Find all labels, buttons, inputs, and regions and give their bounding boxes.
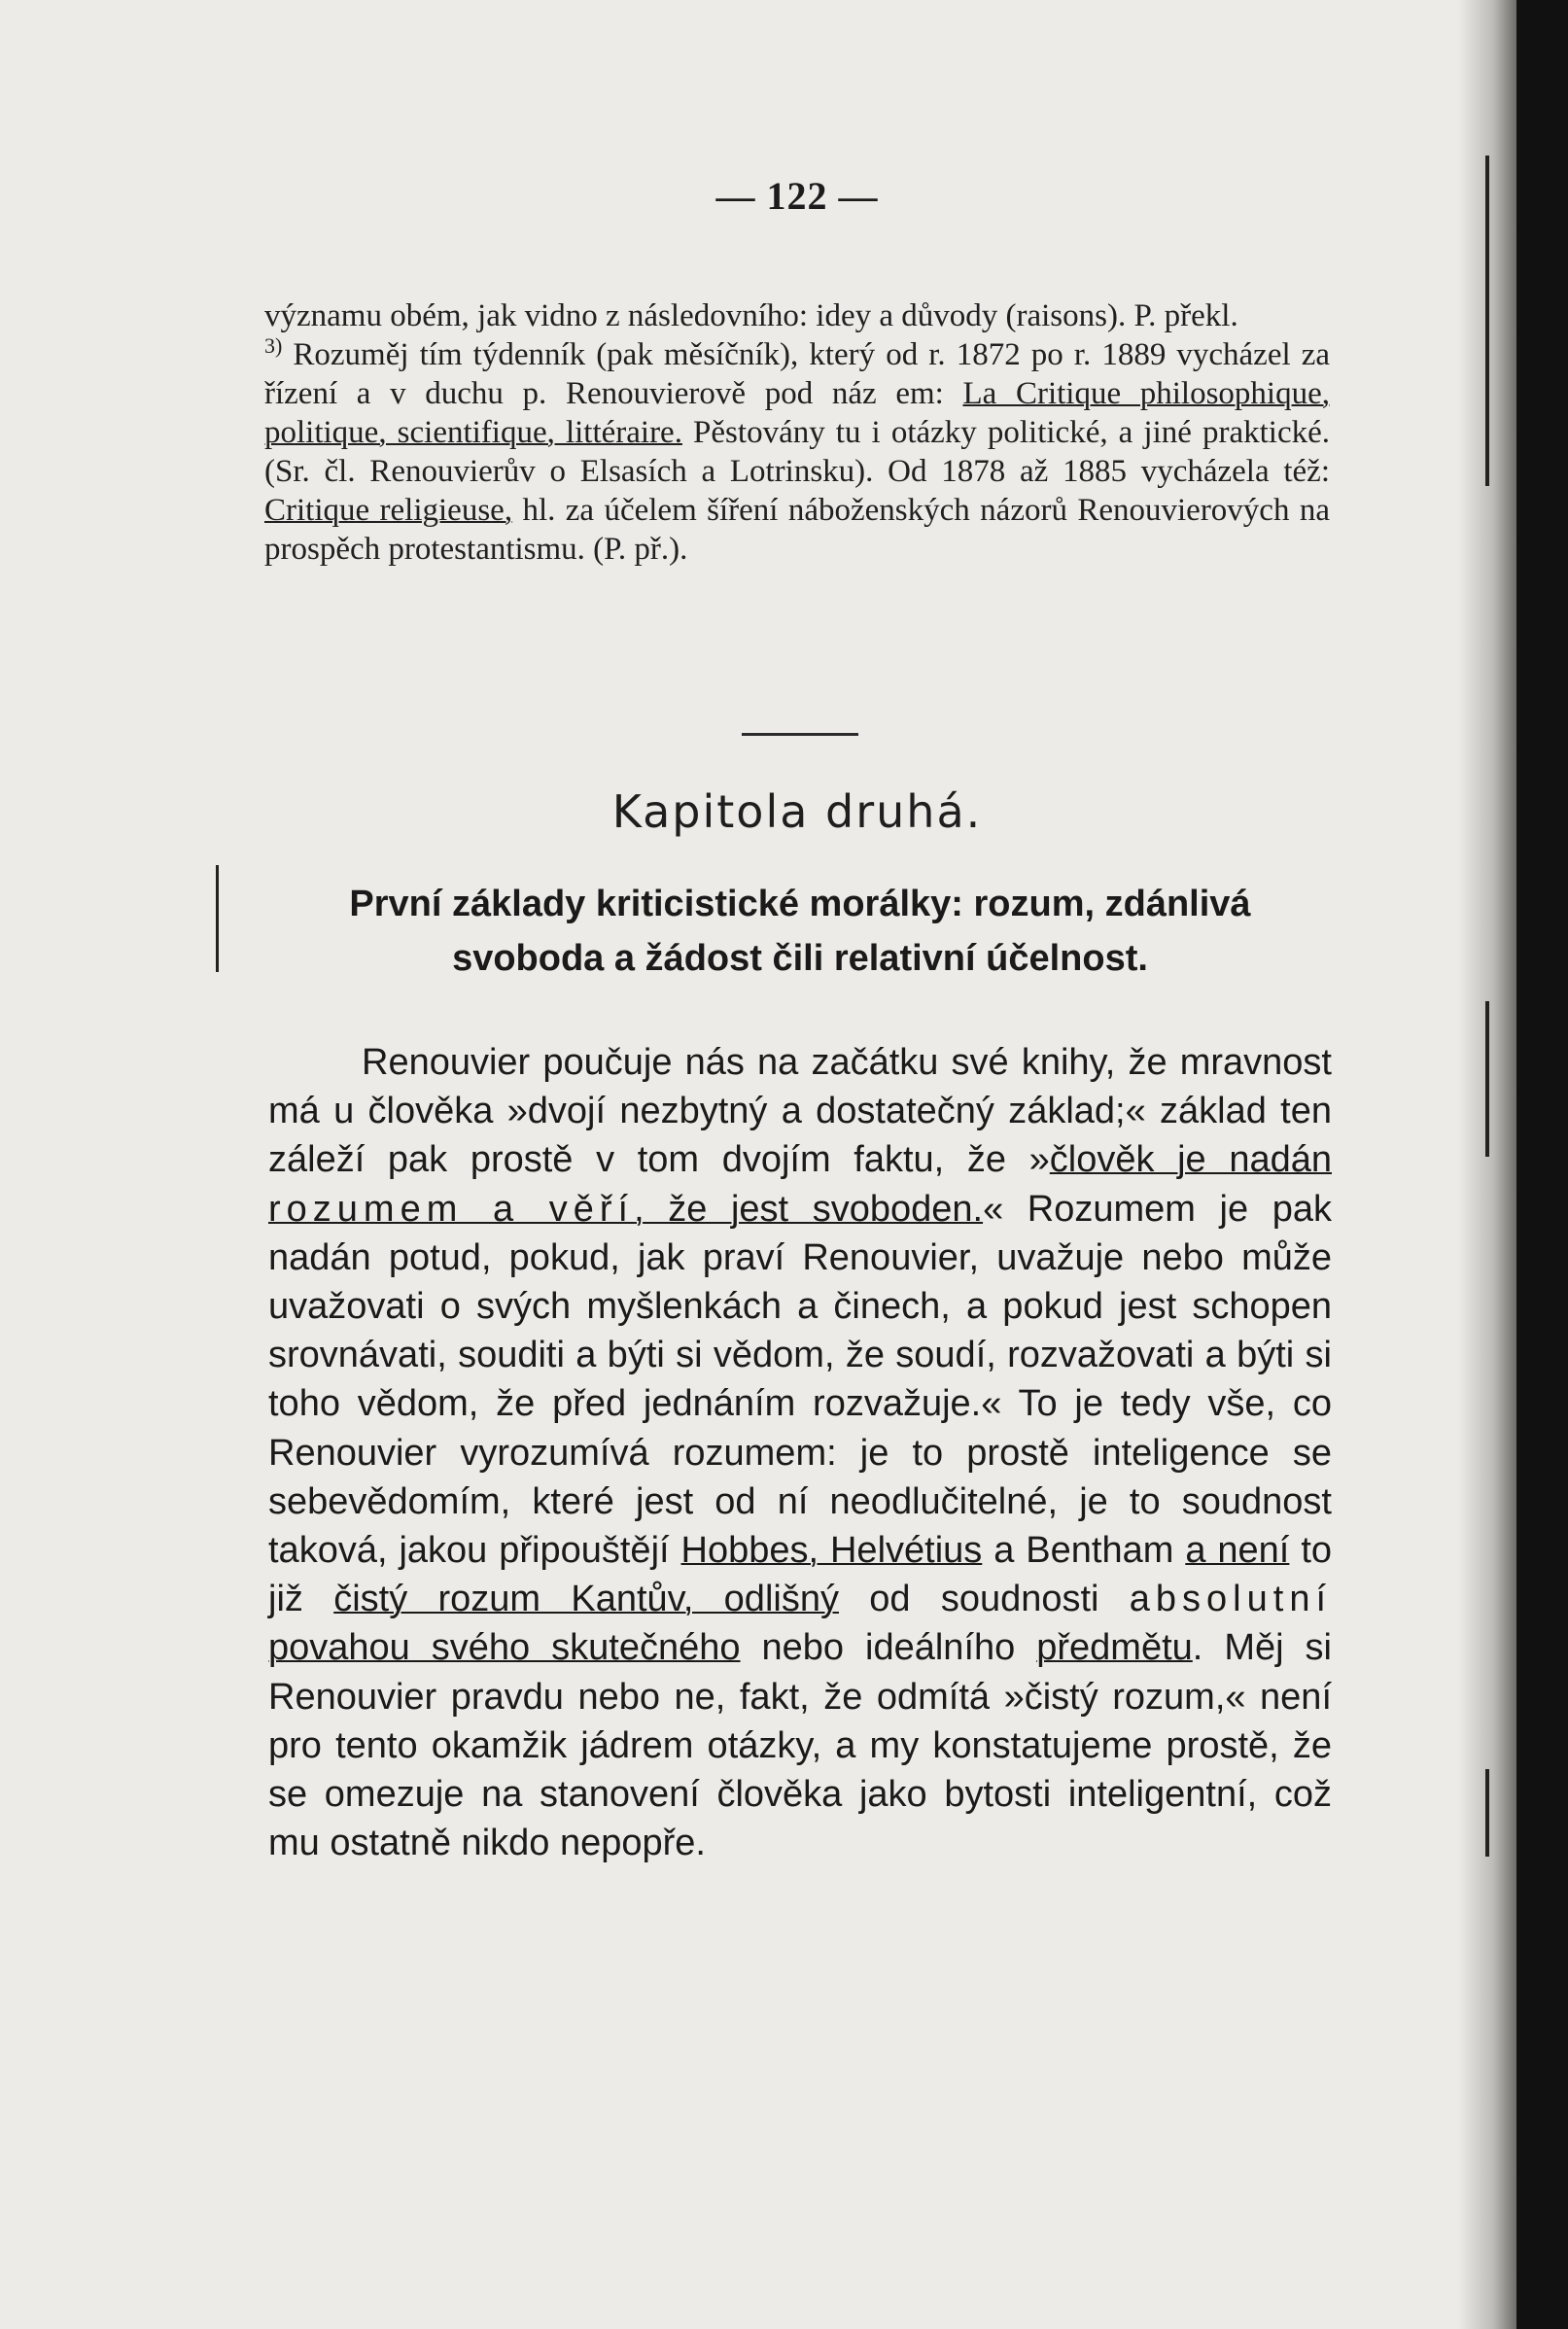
- spaced-text: absolutní: [1129, 1579, 1333, 1620]
- underlined-text: , že jest svoboden.: [634, 1188, 984, 1230]
- footnote-3: [264, 335, 1330, 569]
- footnote-text: Pěstovány tu i otázky politické, a jiné praktické. (Sr. čl. Renouvierův o Elsasích a Lotrinsku). Od 1878 až 1885 vycházela též:: [264, 415, 1331, 489]
- page-number: — 122 —: [715, 174, 879, 218]
- section-separator: [742, 733, 858, 736]
- footnote-text: hl. za účelem šíření náboženských názorů Renouvierových na prospěch protestantismu. (P. př.).: [264, 493, 1330, 567]
- body-text: od soudnosti: [838, 1579, 1130, 1620]
- body-text: nebo ideálního: [740, 1627, 1037, 1669]
- underlined-text: povahou svého skutečného: [268, 1627, 741, 1669]
- scan-border: [1516, 0, 1568, 2329]
- chapter-heading: Kapitola druhá.: [611, 785, 983, 838]
- body-text: to již: [268, 1530, 1333, 1620]
- margin-pencil-mark: [216, 865, 219, 972]
- footnote-marker: 3): [264, 333, 283, 358]
- spaced-text: rozumem a věří: [268, 1188, 635, 1230]
- body-paragraph: [268, 1038, 1332, 1867]
- margin-pencil-mark: [1485, 156, 1489, 486]
- body-text: a Bentham: [982, 1530, 1186, 1572]
- underlined-text: a není: [1185, 1530, 1290, 1572]
- journal-title: Critique religieuse,: [264, 493, 513, 528]
- footnotes: [264, 296, 1330, 569]
- footnote-text: Rozuměj tím týdenník (pak měsíčník), který od r. 1872 po r. 1889 vycházel za řízení a v duchu p. Renouvierově pod náz em:: [264, 337, 1330, 411]
- body-text: . Měj si Renouvier pravdu nebo ne, fakt, že odmítá »čistý rozum,« není pro tento okamžik jádrem otázky, a my konstatujeme prostě, že se omezuje na stanovení člověka jako bytosti inteligentní, což mu ostatně nikdo nepopře.: [268, 1627, 1332, 1864]
- body-text: « Rozumem je pak nadán potud, pokud, jak praví Renouvier, uvažuje nebo může uvažovati o svých myšlenkách a činech, a pokud jest schopen srovnávati, souditi a býti si vědom, že soudí, rozvažovati a býti si toho vědom, že před jednáním rozvažuje.« To je tedy vše, co Renouvier vyrozumívá rozumem: je to prostě inteligence se sebevědomím, které jest od ní neodlučitelné, je to soudnost taková, jakou připouštějí: [268, 1188, 1332, 1572]
- journal-title: La Critique philosophique, politique, scientifique, littéraire.: [264, 376, 1331, 450]
- underlined-text: Hobbes, Helvétius: [680, 1530, 983, 1572]
- underlined-text: člověk je nadán: [1049, 1139, 1332, 1181]
- underlined-text: předmětu: [1036, 1627, 1193, 1669]
- body-text: Renouvier poučuje nás na začátku své knihy, že mravnost má u člověka »dvojí nezbytný a dostatečný základ;« základ ten záleží pak prostě v tom dvojím faktu, že »: [268, 1042, 1332, 1181]
- underlined-text: čistý rozum Kantův, odlišný: [333, 1579, 839, 1620]
- footnote-continuation: významu obém, jak vidno z následovního: idey a důvody (raisons). P. překl.: [264, 298, 1238, 333]
- margin-pencil-mark: [1485, 1001, 1489, 1157]
- chapter-subtitle: První základy kriticistické morálky: rozum, zdánlivá svoboda a žádost čili relativní účelnost.: [349, 884, 1251, 979]
- margin-pencil-mark: [1485, 1769, 1489, 1857]
